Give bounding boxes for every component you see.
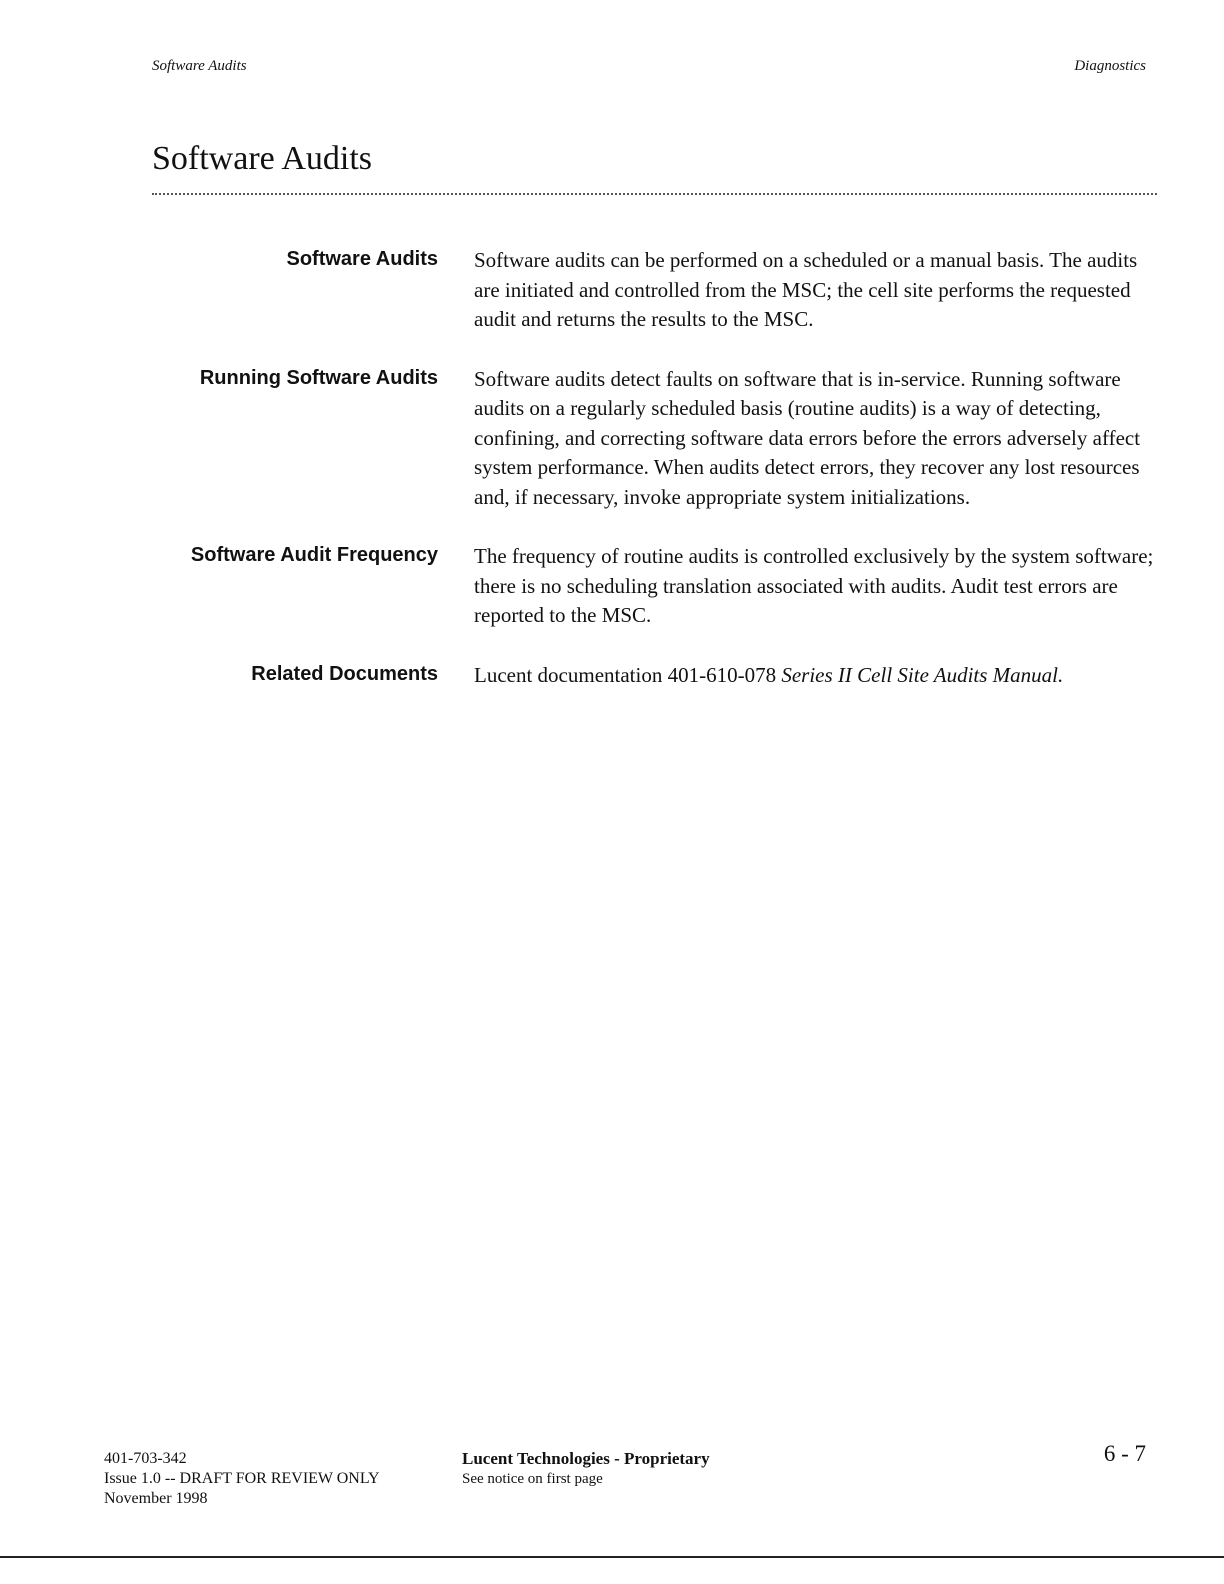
section-related-documents — [0, 661, 1224, 691]
page-title: Software Audits — [152, 140, 373, 177]
page-number: 6 - 7 — [1103, 1441, 1146, 1466]
footer-proprietary — [462, 1449, 710, 1489]
section-software-audits — [0, 246, 1224, 335]
proprietary-notice: See notice on first page — [462, 1471, 603, 1487]
running-header-right: Diagnostics — [1074, 58, 1146, 74]
related-doc-prefix: Lucent documentation 401-610-078 — [474, 662, 782, 687]
section-body: Software audits can be performed on a scheduled or a manual basis. The audits are initiated and controlled from the MSC; the cell site performs the requested audit and returns the results to the MSC. — [474, 248, 1138, 331]
related-doc-title: Series II Cell Site Audits Manual. — [781, 662, 1064, 687]
bottom-rule — [0, 1556, 1224, 1558]
footer-doc-info — [104, 1449, 380, 1509]
issue-date: November 1998 — [104, 1490, 208, 1507]
proprietary-label: Lucent Technologies - Proprietary — [462, 1449, 710, 1468]
main-content — [0, 246, 1224, 720]
doc-number: 401-703-342 — [104, 1450, 187, 1467]
section-body: The frequency of routine audits is controlled exclusively by the system software; there is no scheduling translation associated with audits. Audit test errors are reported to the MSC. — [474, 544, 1154, 627]
issue-status: Issue 1.0 -- DRAFT FOR REVIEW ONLY — [104, 1470, 380, 1487]
section-body: Software audits detect faults on software that is in-service. Running software audits on a regularly scheduled basis (routine audits) is a way of detecting, confining, and correcting software data errors before the errors adversely affect system performance. When audits detect errors, they recover any lost resources and, if necessary, invoke appropriate system initializations. — [474, 366, 1141, 509]
section-label: Related Documents — [251, 662, 438, 685]
running-header-left: Software Audits — [152, 58, 247, 74]
section-body — [474, 661, 1164, 691]
section-label: Software Audit Frequency — [190, 544, 438, 566]
section-label: Software Audits — [286, 248, 438, 270]
section-software-audit-frequency — [0, 542, 1224, 631]
title-divider — [152, 193, 1157, 195]
section-running-software-audits — [0, 365, 1224, 513]
section-label: Running Software Audits — [199, 366, 438, 389]
